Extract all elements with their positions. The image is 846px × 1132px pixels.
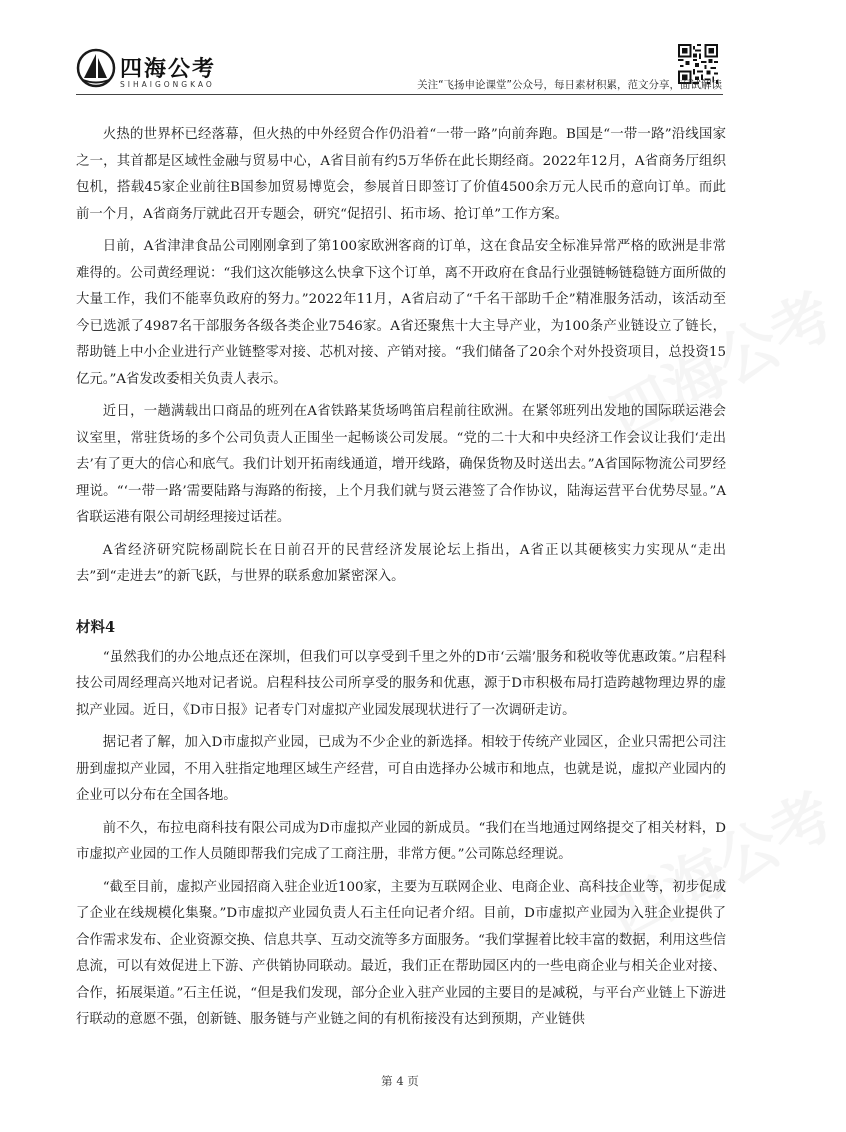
header-tagline: 关注“飞扬申论课堂”公众号，每日素材积累，范文分享，面试解读 — [417, 79, 722, 91]
paragraph: A省经济研究院杨副院长在日前召开的民营经济发展论坛上指出，A省正以其硬核实力实现从“走出去”到“走进去”的新飞跃，与世界的联系愈加紧密深入。 — [76, 542, 726, 584]
paragraph: 日前，A省津津食品公司刚刚拿到了第100家欧洲客商的订单，这在食品安全标准异常严格的欧洲是非常难得的。公司黄经理说：“我们这次能够这么快拿下这个订单，离不开政府在食品行业强链畅链稳链方面所做的大量工作，我们不能辜负政府的努力。”2022年11月，A省启动了“千名干部助千企”精准服务活动，该活动至今已选派了4987名干部服务各级各类企业7546家。A省还聚焦十大主导产业，为100条产业链设立了链长，帮助链上中小企业进行产业链整零对接、芯机对接、产销对接。“我们储备了20余个对外投资项目，总投资15亿元。”A省发改委相关负责人表示。 — [76, 239, 726, 387]
page-header — [0, 0, 800, 100]
paragraph: “截至目前，虚拟产业园招商入驻企业近100家，主要为互联网企业、电商企业、高科技企业等，初步促成了企业在线规模化集聚。”D市虚拟产业园负责人石主任向记者介绍。目前，D市虚拟产业园为入驻企业提供了合作需求发布、企业资源交换、信息共享、互动交流等多方面服务。“我们掌握着比较丰富的数据，利用这些信息流，可以有效促进上下游、产供销协同联动。最近，我们正在帮助园区内的一些电商企业与相关企业对接、合作，拓展渠道。”石主任说，“但是我们发现，部分企业入驻产业园的主要目的是减税，与平台产业链上下游进行联动的意愿不强，创新链、服务链与产业链之间的有机衔接没有达到预期，产业链供 — [76, 879, 726, 1027]
document-body — [76, 122, 726, 1040]
watermark: 四海公考 — [599, 280, 845, 455]
paragraph: 前不久，布拉电商科技有限公司成为D市虚拟产业园的新成员。“我们在当地通过网络提交了相关材料，D市虚拟产业园的工作人员随即帮我们完成了工商注册，非常方便。”公司陈总经理说。 — [76, 820, 726, 862]
logo-text: 四海公考 — [120, 57, 217, 82]
logo-subtext: SIHAIGONGKAO — [120, 80, 215, 89]
section-heading: 材料4 — [76, 618, 116, 636]
paragraph: 火热的世界杯已经落幕，但火热的中外经贸合作仍沿着“一带一路”向前奔跑。B国是“一带一路”沿线国家之一，其首都是区域性金融与贸易中心，A省目前有约5万华侨在此长期经商。2022年12月，A省商务厅组织包机，搭载45家企业前往B国参加贸易博览会，参展首日即签订了价值4500余万元人民币的意向订单。而此前一个月，A省商务厅就此召开专题会，研究“促招引、拓市场、抢订单”工作方案。 — [76, 127, 726, 222]
header-divider — [76, 94, 723, 95]
sail-logo-icon — [76, 48, 116, 88]
watermark: 四海公考 — [599, 780, 845, 955]
paragraph: “虽然我们的办公地点还在深圳，但我们可以享受到千里之外的D市‘云端’服务和税收等优惠政策。”启程科技公司周经理高兴地对记者说。启程科技公司所享受的服务和优惠，源于D市积极布局打造跨越物理边界的虚拟产业园。近日，《D市日报》记者专门对虚拟产业园发展现状进行了一次调研走访。 — [76, 649, 726, 718]
paragraph: 近日，一趟满载出口商品的班列在A省铁路某货场鸣笛启程前往欧洲。在紧邻班列出发地的国际联运港会议室里，常驻货场的多个公司负责人正围坐一起畅谈公司发展。“党的二十大和中央经济工作会议让我们‘走出去’有了更大的信心和底气。我们计划开拓南线通道，增开线路，确保货物及时送出去。”A省国际物流公司罗经理说。“‘一带一路’需要陆路与海路的衔接，上个月我们就与贤云港签了合作协议，陆海运营平台优势尽显。”A省联运港有限公司胡经理接过话茬。 — [76, 404, 726, 525]
paragraph: 据记者了解，加入D市虚拟产业园，已成为不少企业的新选择。相较于传统产业园区，企业只需把公司注册到虚拟产业园，不用入驻指定地理区域生产经营，可自由选择办公城市和地点，也就是说，虚拟产业园内的企业可以分布在全国各地。 — [76, 735, 726, 803]
logo — [76, 48, 236, 94]
page-number: 第 4 页 — [381, 1074, 419, 1088]
